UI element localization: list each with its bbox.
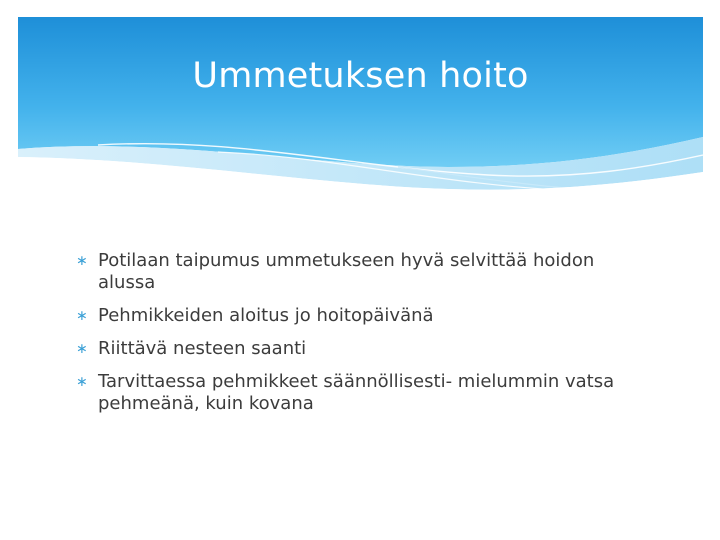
list-item	[76, 371, 656, 415]
bullet-text: Tarvittaessa pehmikkeet säännöllisesti- mielummin vatsa pehmeänä, kuin kovana	[98, 371, 615, 414]
asterisk-icon: ∗	[76, 374, 88, 390]
title-header-band	[18, 17, 703, 207]
list-item	[76, 250, 656, 294]
bullet-list	[76, 250, 656, 426]
asterisk-icon: ∗	[76, 253, 88, 269]
bullet-text: Riittävä nesteen saanti	[98, 338, 307, 359]
asterisk-icon: ∗	[76, 341, 88, 357]
slide-title: Ummetuksen hoito	[192, 56, 529, 96]
list-item	[76, 305, 656, 327]
asterisk-icon: ∗	[76, 308, 88, 324]
wave-decoration	[18, 17, 703, 207]
bullet-text: Potilaan taipumus ummetukseen hyvä selvittää hoidon alussa	[98, 250, 595, 293]
bullet-text: Pehmikkeiden aloitus jo hoitopäivänä	[98, 305, 434, 326]
list-item	[76, 338, 656, 360]
